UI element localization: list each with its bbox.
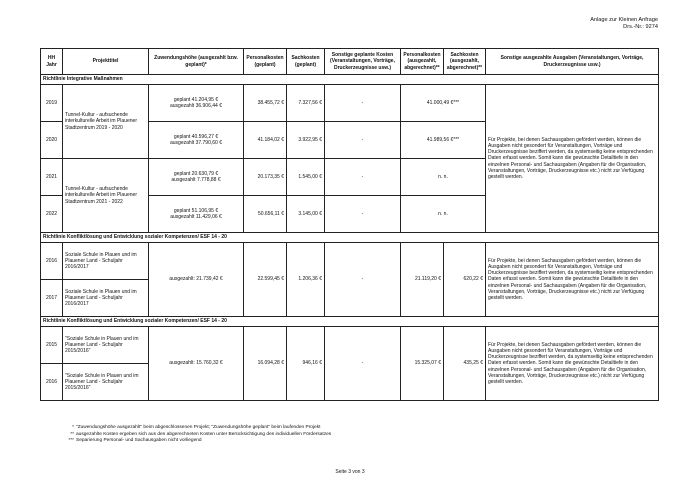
personal-planned-cell: 16.094,28 € [244, 327, 287, 401]
funding-paid: ausgezahlt 37.790,60 € [170, 140, 222, 146]
remarks-cell: Für Projekte, bei denen Sachausgaben gefördert werden, können die Ausgaben nicht gesondert für Veranstaltungen, Vorträge und Druckerzeugnisse beziffert werden, da systemseitig keine entsprechenden Daten erfasst werden. Somit kann die gewünschte Detailtiefe in den einzelnen Personal- und Sachausgaben (Angaben für die Organisation, Veranstaltungen, Vorträge, Druckerzeugnisse etc.) nicht zur Verfügung gestellt werden. [486, 85, 659, 233]
table-row [41, 243, 659, 280]
col-projekttitel: Projekttitel [63, 49, 149, 75]
funding-table [40, 48, 659, 401]
paid-costs-cell: n. n. [401, 159, 486, 196]
table-row [41, 85, 659, 122]
footnote-text: "Zuwendungshöhe ausgezahlt" beim abgeschlossenen Projekt; "Zuwendungshöhe geplant" beim laufenden Projekt [76, 425, 321, 430]
material-planned-cell: 946,16 € [287, 327, 325, 401]
section-title: Richtlinie Konfliktlösung und Entwicklung sozialer Kompetenzen/ ESF 14 - 20 [41, 317, 659, 327]
project-title-cell: Tunnel-Kultur - aufsuchende interkulturelle Arbeit im Plauener Stadtzentrum 2019 - 2020 [63, 85, 149, 159]
personal-planned-cell: 41.184,02 € [244, 122, 287, 159]
funding-planned: geplant 41.204,95 € [173, 96, 219, 103]
footnote [62, 425, 331, 432]
year-cell: 2016 [41, 364, 63, 401]
col-personalkosten-geplant: Personalkosten (geplant) [244, 49, 287, 75]
material-paid-cell: 620,22 € [444, 243, 486, 317]
funding-cell [149, 85, 244, 122]
table-header-row [41, 49, 659, 75]
funding-cell: ausgezahlt: 15.760,32 € [149, 327, 244, 401]
other-planned-cell: - [325, 122, 401, 159]
personal-planned-cell: 38.455,72 € [244, 85, 287, 122]
project-title-cell: Soziale Schule in Plauen und im Plauener Land - Schuljahr 2016/2017 [63, 243, 149, 280]
footnote-mark: ** [70, 431, 74, 437]
table-row [41, 327, 659, 364]
section-row [41, 233, 659, 243]
footnote-mark: *** [68, 438, 74, 444]
footnote [62, 438, 331, 445]
year-cell: 2017 [41, 280, 63, 317]
section-title: Richtlinie Integrative Maßnahmen [41, 75, 659, 85]
funding-cell [149, 196, 244, 233]
header-line-1: Anlage zur Kleinen Anfrage [590, 17, 658, 23]
col-hh-jahr: HH Jahr [41, 49, 63, 75]
col-personalkosten-ausgezahlt: Personalkosten (ausgezahlt, abgerechnet)** [401, 49, 444, 75]
col-sonstige-geplant: Sonstige geplante Kosten (Veranstaltungen, Vorträge, Druckerzeugnisse usw.) [325, 49, 401, 75]
material-paid-cell: 435,25 € [444, 327, 486, 401]
personal-planned-cell: 50.656,11 € [244, 196, 287, 233]
page-number: Seite 3 von 3 [335, 469, 365, 475]
year-cell: 2019 [41, 85, 63, 122]
funding-cell: ausgezahlt: 21.739,42 € [149, 243, 244, 317]
footnotes [62, 425, 331, 445]
footnote-mark: * [72, 425, 74, 430]
personal-planned-cell: 20.173,35 € [244, 159, 287, 196]
funding-cell [149, 122, 244, 159]
col-zuwendungshoehe: Zuwendungshöhe (ausgezahlt bzw. geplant)* [149, 49, 244, 75]
funding-planned: geplant 20.630,79 € [173, 170, 219, 177]
other-planned-cell: - [325, 327, 401, 401]
document-header [590, 17, 658, 31]
footnote-text: Separierung Personal- und Sachausgaben nicht vorliegend [76, 438, 202, 444]
project-title-cell: "Soziale Schule in Plauen und im Plauener Land - Schuljahr 2015/2016" [63, 327, 149, 364]
material-planned-cell: 7.327,56 € [287, 85, 325, 122]
project-title-cell: "Soziale Schule in Plauen und im Plauener Land - Schuljahr 2015/2016" [63, 364, 149, 401]
funding-cell [149, 159, 244, 196]
year-cell: 2016 [41, 243, 63, 280]
remarks-cell: Für Projekte, bei denen Sachausgaben gefördert werden, können die Ausgaben nicht gesondert für Veranstaltungen, Vorträge und Druckerzeugnisse beziffert werden, da systemseitig keine entsprechenden Daten erfasst werden. Somit kann die gewünschte Detailtiefe in den einzelnen Personal- und Sachausgaben (Angaben für die Organisation, Veranstaltungen, Vorträge, Druckerzeugnisse etc.) nicht zur Verfügung gestellt werden. [486, 243, 659, 317]
section-title: Richtlinie Konfliktlösung und Entwicklung sozialer Kompetenzen/ ESF 14 - 20 [41, 233, 659, 243]
personal-paid-cell: 21.119,20 € [401, 243, 444, 317]
material-planned-cell: 1.545,00 € [287, 159, 325, 196]
other-planned-cell: - [325, 85, 401, 122]
funding-planned: geplant 40.596,27 € [173, 133, 219, 140]
project-title-cell: Soziale Schule in Plauen und im Plauener Land - Schuljahr 2016/2017 [63, 280, 149, 317]
material-planned-cell: 3.922,95 € [287, 122, 325, 159]
year-cell: 2021 [41, 159, 63, 196]
other-planned-cell: - [325, 159, 401, 196]
material-planned-cell: 3.145,00 € [287, 196, 325, 233]
material-planned-cell: 1.206,36 € [287, 243, 325, 317]
funding-paid: ausgezahlt 7.778,88 € [171, 177, 221, 183]
year-cell: 2022 [41, 196, 63, 233]
funding-paid: ausgezahlt 11.429,06 € [170, 214, 222, 220]
funding-paid: ausgezahlt 36.906,44 € [170, 103, 222, 109]
section-row [41, 317, 659, 327]
other-planned-cell: - [325, 243, 401, 317]
footnote-text: ausgezahlte Kosten ergeben sich aus den abgerechneten Kosten unter Berücksichtigung des individuellen Fördersatzes [76, 431, 332, 437]
other-planned-cell: - [325, 196, 401, 233]
year-cell: 2015 [41, 327, 63, 364]
col-sachkosten-ausgezahlt: Sachkosten (ausgezahlt, abgerechnet)** [444, 49, 486, 75]
remarks-cell: Für Projekte, bei denen Sachausgaben gefördert werden, können die Ausgaben nicht gesondert für Veranstaltungen, Vorträge und Druckerzeugnisse beziffert werden, da systemseitig keine entsprechenden Daten erfasst werden. Somit kann die gewünschte Detailtiefe in den einzelnen Personal- und Sachausgaben (Angaben für die Organisation, Veranstaltungen, Vorträge, Druckerzeugnisse etc.) nicht zur Verfügung gestellt werden. [486, 327, 659, 401]
paid-costs-cell: 41.000,49 €*** [401, 85, 486, 122]
year-cell: 2020 [41, 122, 63, 159]
paid-costs-cell: 41.989,56 €*** [401, 122, 486, 159]
header-line-2: Drs.-Nr.: 9274 [623, 24, 658, 30]
personal-planned-cell: 22.599,45 € [244, 243, 287, 317]
project-title-cell: Tunnel-Kultur - aufsuchende interkulturelle Arbeit im Plauener Stadtzentrum 2021 - 2022 [63, 159, 149, 233]
paid-costs-cell: n. n. [401, 196, 486, 233]
funding-planned: geplant 51.106,95 € [173, 207, 219, 214]
personal-paid-cell: 15.325,07 € [401, 327, 444, 401]
section-row [41, 75, 659, 85]
col-sonstige-ausgezahlt: Sonstige ausgezahlte Ausgaben (Veranstaltungen, Vorträge, Druckerzeugnisse usw.) [486, 49, 659, 75]
col-sachkosten-geplant: Sachkosten (geplant) [287, 49, 325, 75]
